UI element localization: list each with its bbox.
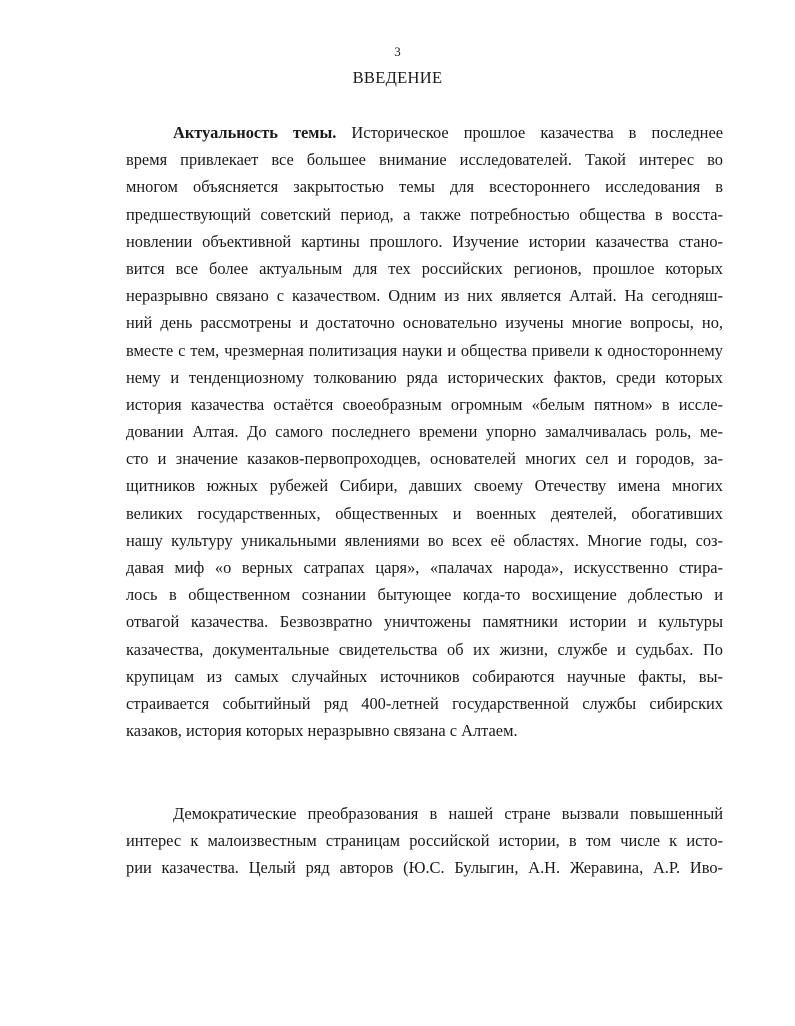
- page-number: 3: [394, 44, 401, 59]
- paragraph-relevance: [126, 119, 723, 744]
- text-line: страивается событийный ряд 400-летней государственной службы сибирских: [126, 693, 723, 713]
- text-line: довании Алтая. До самого последнего времени упорно замалчивалась роль, ме-: [126, 422, 723, 442]
- text-line: неразрывно связано с казачеством. Одним из них является Алтай. На сегодняш-: [126, 286, 723, 306]
- text-line: крупицам из самых случайных источников собираются научные факты, вы-: [126, 666, 723, 686]
- text-line: отвагой казачества. Безвозвратно уничтожены памятники истории и культуры: [126, 612, 723, 632]
- text-line: ний день рассмотрены и достаточно основательно изучены многие вопросы, но,: [126, 313, 723, 333]
- text-line: вместе с тем, чрезмерная политизация науки и общества привели к одностороннему: [126, 340, 723, 360]
- text-line: предшествующий советский период, а также потребностью общества в восста-: [126, 204, 723, 224]
- text-line: нему и тенденциозному толкованию ряда исторических фактов, среди которых: [126, 367, 723, 387]
- paragraph-democratic-reforms: [126, 800, 723, 882]
- text-line: многом объясняется закрытостью темы для всестороннего исследования в: [126, 177, 723, 197]
- text-line: лось в общественном сознании бытующее когда-то восхищение доблестью и: [126, 585, 723, 605]
- text-line: великих государственных, общественных и военных деятелей, обогативших: [126, 503, 723, 523]
- text-line: казачества, документальные свидетельства об их жизни, службе и судьбах. По: [126, 639, 723, 659]
- text-line: новлении объективной картины прошлого. Изучение истории казачества стано-: [126, 231, 723, 251]
- text-line: щитников южных рубежей Сибири, давших своему Отечеству имена многих: [126, 476, 723, 496]
- text-line: казаков, история которых неразрывно связана с Алтаем.: [126, 721, 518, 741]
- text-line: рии казачества. Целый ряд авторов (Ю.С. Булыгин, А.Н. Жеравина, А.Р. Иво-: [126, 858, 723, 878]
- text-line: [126, 119, 723, 146]
- text-line: нашу культуру уникальными явлениями во всех её областях. Многие годы, соз-: [126, 530, 723, 550]
- text-line: интерес к малоизвестным страницам российской истории, в том числе к исто-: [126, 831, 723, 851]
- text-line: давая миф «о верных сатрапах царя», «палачах народа», искусственно стира-: [126, 558, 723, 577]
- text-line: Демократические преобразования в нашей стране вызвали повышенный: [173, 804, 723, 823]
- text-line: сто и значение казаков-первопроходцев, основателей многих сел и городов, за-: [126, 449, 723, 469]
- text-line: время привлекает все большее внимание исследователей. Такой интерес во: [126, 150, 723, 170]
- text-line: история казачества остаётся своеобразным огромным «белым пятном» в иссле-: [126, 394, 723, 414]
- line-text: Историческое прошлое казачества в последнее: [336, 123, 723, 142]
- text-line: вится все более актуальным для тех российских регионов, прошлое которых: [126, 258, 723, 278]
- paragraph-lead: Актуальность темы.: [173, 123, 337, 142]
- section-title: ВВЕДЕНИЕ: [352, 68, 443, 87]
